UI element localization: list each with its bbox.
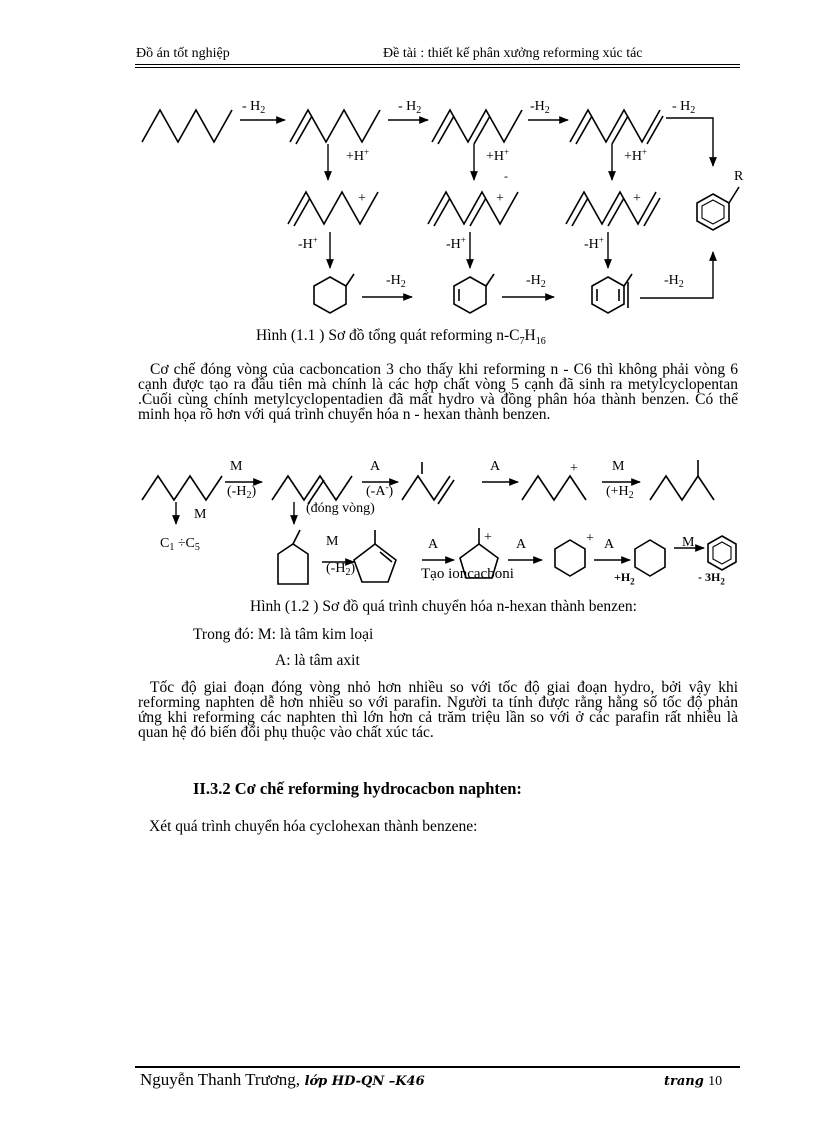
label-minus-h2-4: - $H_2$: [672, 99, 696, 116]
label-minus-h2-7: $-H_2$: [664, 273, 684, 290]
label-tao-ion: Tạo ioncacboni: [421, 566, 514, 582]
footer-author: Nguyễn Thanh Trương, lớp HD-QN –K46: [140, 1070, 425, 1089]
paragraph-2: Tốc độ giai đoạn đóng vòng nhỏ hơn nhiều so với tốc độ giai đoạn hydro, bởi vậy khi reforming naphten dễ hơn nhiều so với parafin. Người ta tính được rằng hằng số tốc độ phản ứng khi reforming các naphten thì lớn hơn cả trăm triệu lần so với ở các parafin rất nhiều là quan hệ đó biến đổi phụ thuộc vào chất xúc tác.: [138, 679, 738, 741]
label-minus-h-1: -H+: [298, 235, 318, 252]
svg-text:A: A: [604, 537, 615, 552]
svg-text:+: +: [570, 461, 578, 476]
label-plus-3: +: [633, 191, 641, 206]
svg-text:+: +: [484, 530, 492, 545]
figure-1-1-caption: Hình (1.1 ) Sơ đồ tổng quát reforming $n-C_7H_{16}$: [256, 327, 546, 348]
svg-text:(đóng vòng): (đóng vòng): [306, 501, 375, 516]
svg-text:M: M: [326, 534, 339, 549]
label-minus-h2-5: $-H_2$: [386, 273, 406, 290]
cyclohexane: [635, 540, 665, 576]
isohexane: [650, 476, 714, 500]
header-rule: [135, 64, 740, 68]
section-title: II.3.2 Cơ chế reforming hydrocacbon naphten:: [193, 779, 522, 798]
header-right: Đề tài : thiết kế phân xưởng reforming xúc tác: [383, 46, 643, 61]
svg-text:A: A: [516, 537, 527, 552]
figure-1-1-scheme: [130, 92, 750, 352]
figure-1-2-caption: Hình (1.2 ) Sơ đồ quá trình chuyển hóa n-hexan thành benzen:: [250, 598, 637, 615]
svg-text:M: M: [230, 459, 243, 474]
svg-text:(-A-): (-A-): [366, 482, 394, 499]
label-minus-3h2: - $3H_2$: [698, 570, 725, 587]
paragraph-1: Cơ chế đóng vòng của cacboncation 3 cho thấy khi reforming n - C6 thì không phải vòng 6 cạnh được tạo ra đầu tiên mà chính là các hợp chất vòng 5 cạnh đã sinh ra metylcyclopentan .Cuối cùng chính metylcyclopentadien đã mất hydro và đồng phân hóa thành benzen. Có thể minh họa rõ hơn với quá trình chuyển hóa n - hexan thành benzen.: [138, 361, 738, 423]
methylcyclopentene: [354, 544, 396, 582]
label-minus-h2-1: - $H_2$: [242, 99, 266, 116]
label-minus-h2-6: $-H_2$: [526, 273, 546, 290]
legend-acid: A: là tâm axit: [275, 652, 360, 669]
methylcyclopentane: [278, 544, 308, 584]
label-plus-h2: $+H_2$: [614, 570, 635, 587]
label-minus-h-2: -H+: [446, 235, 466, 252]
heptane-chain: [142, 110, 232, 142]
svg-text:M: M: [194, 507, 207, 522]
arrow-r1-4: [666, 118, 713, 166]
svg-text:C1 ÷C5: $C_1 \div C_5$: [160, 536, 200, 553]
label-plus-1: +: [358, 191, 366, 206]
svg-text:+: +: [586, 531, 594, 546]
label-plus-h-1: +H+: [346, 147, 370, 164]
paragraph-3: Xét quá trình chuyển hóa cyclohexan thành benzene:: [149, 818, 478, 835]
svg-text:A: A: [370, 459, 381, 474]
methylcyclohexane: [314, 277, 346, 313]
svg-text:A: A: [428, 537, 439, 552]
n-hexane: [142, 476, 222, 500]
heptene-chain-1: [290, 110, 380, 142]
svg-text:M: M: [682, 535, 695, 550]
label-minus-h2-3: $-H_2$: [530, 99, 550, 116]
footer-page: trang 10: [664, 1074, 723, 1089]
label-plus-2: +: [496, 191, 504, 206]
footer-rule: [135, 1066, 740, 1068]
cyclohexyl-cation: [555, 540, 585, 576]
legend-metal: Trong đó: M: là tâm kim loại: [193, 626, 374, 643]
svg-text:M: M: [612, 459, 625, 474]
benzene-ring: [708, 536, 736, 570]
label-r: R: [734, 169, 744, 184]
label-dash: -: [504, 169, 508, 183]
svg-text:A: A: [490, 459, 501, 474]
carbocation-chain: [522, 476, 586, 500]
label-minus-h-3: -H+: [584, 235, 604, 252]
svg-text:(-H2): $(-H_2)$: [326, 561, 356, 578]
header-left: Đồ án tốt nghiệp: [136, 46, 230, 61]
hexene: [272, 476, 352, 500]
label-plus-h-3: +H+: [624, 147, 648, 164]
label-plus-h-2: +H+: [486, 147, 510, 164]
svg-text:(-H2): $(-H_2)$: [227, 484, 257, 501]
svg-text:(+H2: ($+H_2$: [606, 484, 634, 501]
label-minus-h2-2: - $H_2$: [398, 99, 422, 116]
